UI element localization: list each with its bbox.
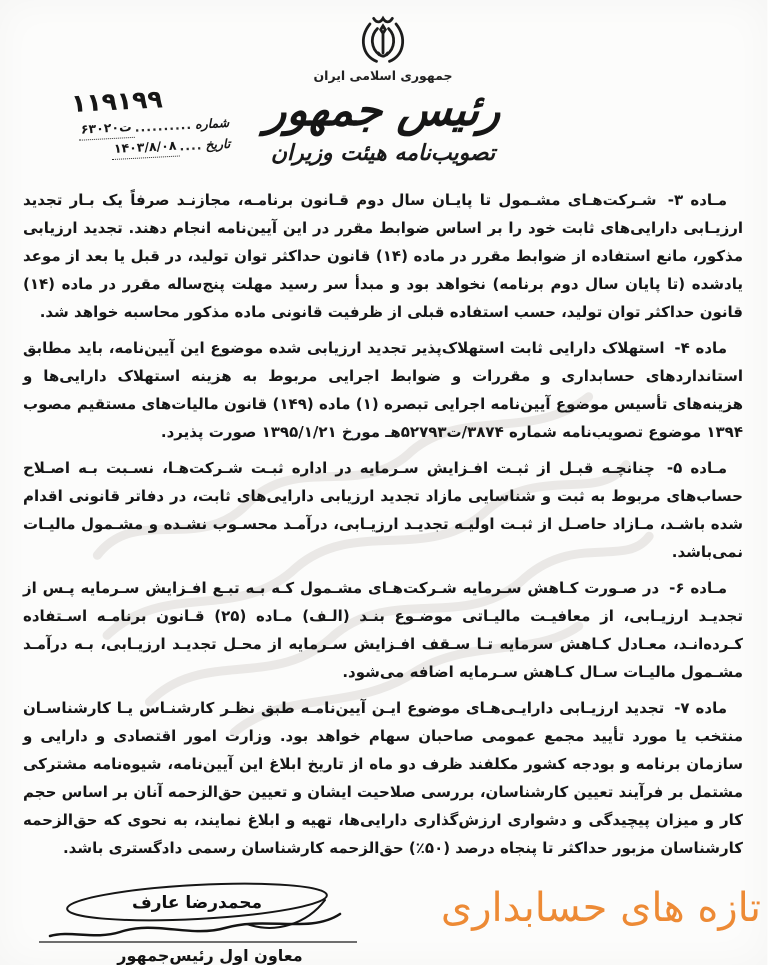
article-4-text: استهلاک دارایی ثابت استهلاک‌پذیر تجدید ارزیابی شده موضوع این آیین‌نامه، باید مطابق استانداردهای حسابداری و مقررات و ضوابط اجرایی مربوط به هزینه استهلاک دارایی‌ها و هزینه‌های تأسیس موضوع آیین‌نامه اجرایی تبصره (۱) ماده (۱۴۹) قانون مالیات‌های مستقیم مصوب ۱۳۹۴ موضوع تصویب‌نامه شماره ۳۸۷۴/ت۵۲۷۹۳هـ مورخ ۱۳۹۵/۱/۲۱ صورت پذیرد. [24, 339, 744, 441]
article-3-label: مـاده ۳- [668, 191, 728, 209]
article-3-text: شـرکت‌هـای مشـمول تا پایـان سال دوم قـانون برنامـه، مجازنـد صرفاً یک بـار تجدید ارزیـابی دارایی‌های ثابت خود را بر اساس ضوابط مقرر در این آیین‌نامه انجام دهند. تجدید ارزیابی مذکور، مانع استفاده از ضوابط مقرر در ماده (۱۴) قانون حداکثر توان تولید، در قبل یا بعد از موعد یادشده (تا پایان سال دوم برنامه) نخواهد بود و مبدأ سر رسید مهلت پنج‌ساله مقرر در ماده (۱۴) قانون حداکثر توان تولید، حسب استفاده قبلی از ظرفیت قانونی ماده مذکور محاسبه خواهد شد. [24, 191, 744, 321]
footer-brand-text: تازه های حسابداری [441, 885, 762, 931]
article-5 [24, 454, 744, 566]
document-body [24, 186, 744, 870]
article-4 [24, 334, 744, 446]
country-title: جمهوری اسلامی ایران [314, 68, 454, 83]
article-7-text: تجدید ارزیـابی دارایـی‌هـای موضوع ایـن آیین‌نامـه طبق نظـر کارشنـاس یـا کارشناسـان منتخب یا مورد تأیید مجمع عمومی صاحبان سهام خواهد بود. وزارت امور اقتصادی و دارایی و سازمان برنامه و بودجه کشور مکلفند ظرف دو ماه از تاریخ ابلاغ این آیین‌نامه، شیوه‌نامه مشترکی مشتمل بر فرآیند تعیین کارشناسان، بررسی صلاحیت ایشان و تعیین حق‌الزحمه آنان بر اساس حجم کار و میزان پیچیدگی و دشواری ارزش‌گذاری دارایی‌ها، تهیه و ابلاغ نمایند، به نحوی که حق‌الزحمه کارشناسان مزبور حداکثر تا پنجاه درصد (۵۰٪) حق‌الزحمه کارشناسان رسمی دادگستری باشد. [24, 699, 744, 857]
article-4-label: ماده ۴- [675, 339, 728, 357]
article-3 [24, 186, 744, 326]
date-value: ۱۴۰۳/۸/۰۸ [111, 136, 181, 161]
article-5-label: مـاده ۵- [667, 459, 728, 477]
doc-type-title: تصویب‌نامه هیئت وزیران [271, 141, 497, 167]
article-6-text: در صـورت کـاهش سـرمایه شـرکت‌هـای مشـمول کـه بـه تبـع افـزایش سـرمایه پـس از تجدیـد ارزیـابی، از معافیـت مالیـاتی موضـوع بنـد (الـف) مـاده (۲۵) قـانون برنامـه اسـتفاده کـرده‌انـد، معـادل کـاهش سرمایه تـا سـقف افـزایش سـرمایه از محـل تجدیـد ارزیـابی، بـه درآمـد مشـمول مالیـات سـال کـاهش سـرمایه اضافه می‌شود. [24, 579, 745, 681]
number-ref: ت۶۳۰۲۰ [78, 117, 136, 141]
signature-graphic [26, 876, 366, 954]
article-5-text: چنانچـه قبـل از ثبـت افـزایش سـرمایه در اداره ثبـت شـرکت‌هـا، نسـبت بـه اصـلاح حساب‌های مربوط به ثبت و شناسایی مازاد تجدید ارزیابی دارایی‌های ثابت، در دفاتر قانونی اقدام شده باشـد، مـازاد حاصـل از ثبـت اولیـه تجدیـد ارزیـابی، درآمـد محسـوب نشـده و مشـمول مالیـات نمی‌باشد. [24, 459, 744, 561]
signature-block [26, 876, 366, 965]
article-6 [24, 574, 744, 686]
signatory-title: معاون اول رئیس‌جمهور [118, 946, 304, 965]
signatory-name: محمدرضا عارف [132, 893, 264, 913]
number-label: شماره [195, 114, 231, 132]
office-title: رئیس جمهور [264, 85, 504, 136]
number-dots: .......... [135, 116, 194, 135]
date-dots: .... [180, 137, 204, 154]
iran-emblem-icon [356, 10, 412, 66]
registration-stamp [32, 81, 232, 164]
article-7 [24, 694, 744, 862]
article-6-label: مـاده ۶- [670, 579, 728, 597]
date-label: تاریخ [205, 135, 232, 153]
document-number: ۱۱۹۱۹۹ [71, 84, 165, 119]
article-7-label: ماده ۷- [675, 699, 728, 717]
